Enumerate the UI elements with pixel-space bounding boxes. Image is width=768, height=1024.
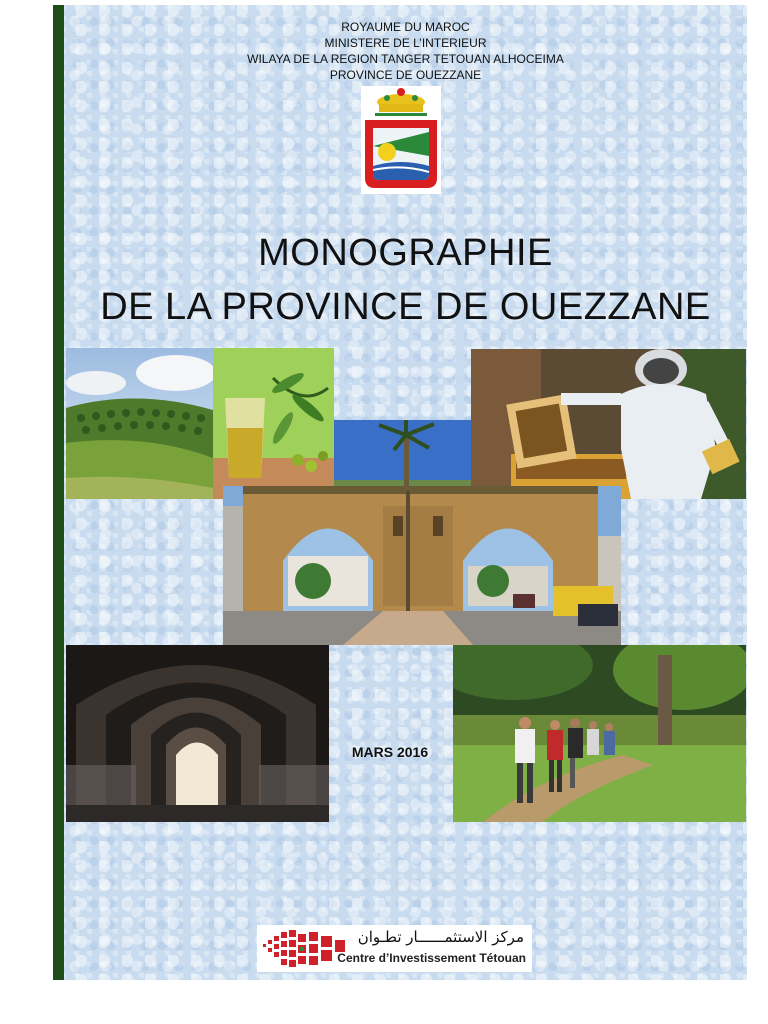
header-line-province: PROVINCE DE OUEZZANE: [329, 68, 482, 82]
document-title: [64, 226, 747, 334]
olive-grove-photo: [66, 348, 213, 499]
publisher-name-latin: Centre d’Investissement Tétouan: [337, 951, 526, 965]
publisher-name-arabic: مركز الاستثمــــــار تطـوان: [357, 928, 524, 946]
publication-date: MARS 2016: [351, 744, 429, 760]
title-line-1: MONOGRAPHIE: [258, 232, 553, 274]
olive-oil-photo: [213, 348, 334, 499]
red-pixel-squares-icon: [261, 928, 347, 970]
title-line-2: DE LA PROVINCE DE OUEZZANE: [100, 286, 711, 328]
cover-header: [64, 19, 747, 83]
left-green-bar: [53, 5, 64, 980]
arched-corridor-photo: [66, 645, 329, 822]
publisher-logo: [257, 925, 532, 972]
province-emblem-icon: [361, 86, 441, 194]
beekeeper-photo: [471, 349, 746, 499]
header-line-ministry: MINISTERE DE L’INTERIEUR: [324, 36, 487, 50]
city-gate-photo: [223, 486, 621, 645]
hikers-forest-photo: [453, 645, 746, 822]
header-line-kingdom: ROYAUME DU MAROC: [341, 20, 470, 34]
header-line-wilaya: WILAYA DE LA REGION TANGER TETOUAN ALHOCEIMA: [247, 52, 564, 66]
